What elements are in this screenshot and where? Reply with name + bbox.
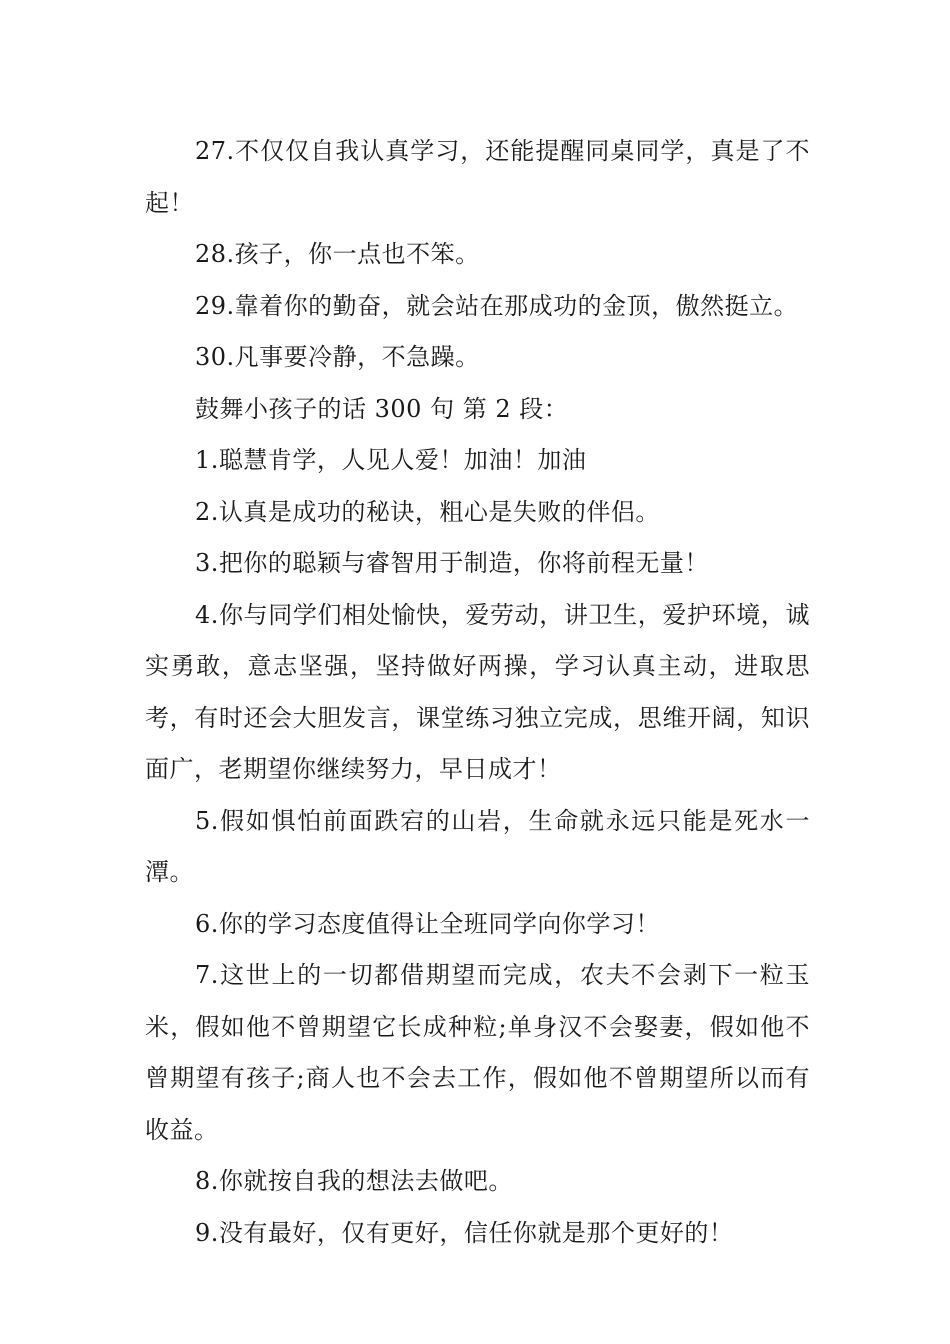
paragraph: 2.认真是成功的秘诀，粗心是失败的伴侣。 — [195, 497, 660, 526]
paragraph: 28.孩子，你一点也不笨。 — [195, 240, 480, 268]
document-body — [145, 126, 810, 1259]
paragraph: 5.假如惧怕前面跌宕的山岩，生命就永远只能是死水一潭。 — [145, 806, 810, 886]
paragraph: 9.没有最好，仅有更好，信任你就是那个更好的！ — [195, 1218, 734, 1247]
paragraph: 3.把你的聪颖与睿智用于制造，你将前程无量！ — [195, 549, 709, 577]
paragraph: 4.你与同学们相处愉快，爱劳动，讲卫生，爱护环境，诚实勇敢，意志坚强，坚持做好两操，学习认真主动，进取思考，有时还会大胆发言，课堂练习独立完成，思维开阔，知识面广，老期望你继续努力，早日成才！ — [145, 600, 810, 783]
paragraph: 30.凡事要冷静，不急躁。 — [195, 343, 480, 371]
paragraph: 29.靠着你的勤奋，就会站在那成功的金顶，傲然挺立。 — [195, 291, 799, 320]
paragraph: 7.这世上的一切都借期望而完成，农夫不会剥下一粒玉米，假如他不曾期望它长成种粒;单身汉不会娶妻，假如他不曾期望有孩子;商人也不会去工作，假如他不曾期望所以而有收益。 — [145, 961, 810, 1144]
section-heading: 鼓舞小孩子的话 300 句 第 2 段： — [195, 394, 569, 423]
paragraph: 6.你的学习态度值得让全班同学向你学习！ — [195, 909, 660, 938]
paragraph: 1.聪慧肯学，人见人爱！加油！加油 — [195, 446, 587, 474]
paragraph: 8.你就按自我的想法去做吧。 — [195, 1167, 513, 1195]
paragraph: 27.不仅仅自我认真学习，还能提醒同桌同学，真是了不起！ — [145, 137, 810, 217]
